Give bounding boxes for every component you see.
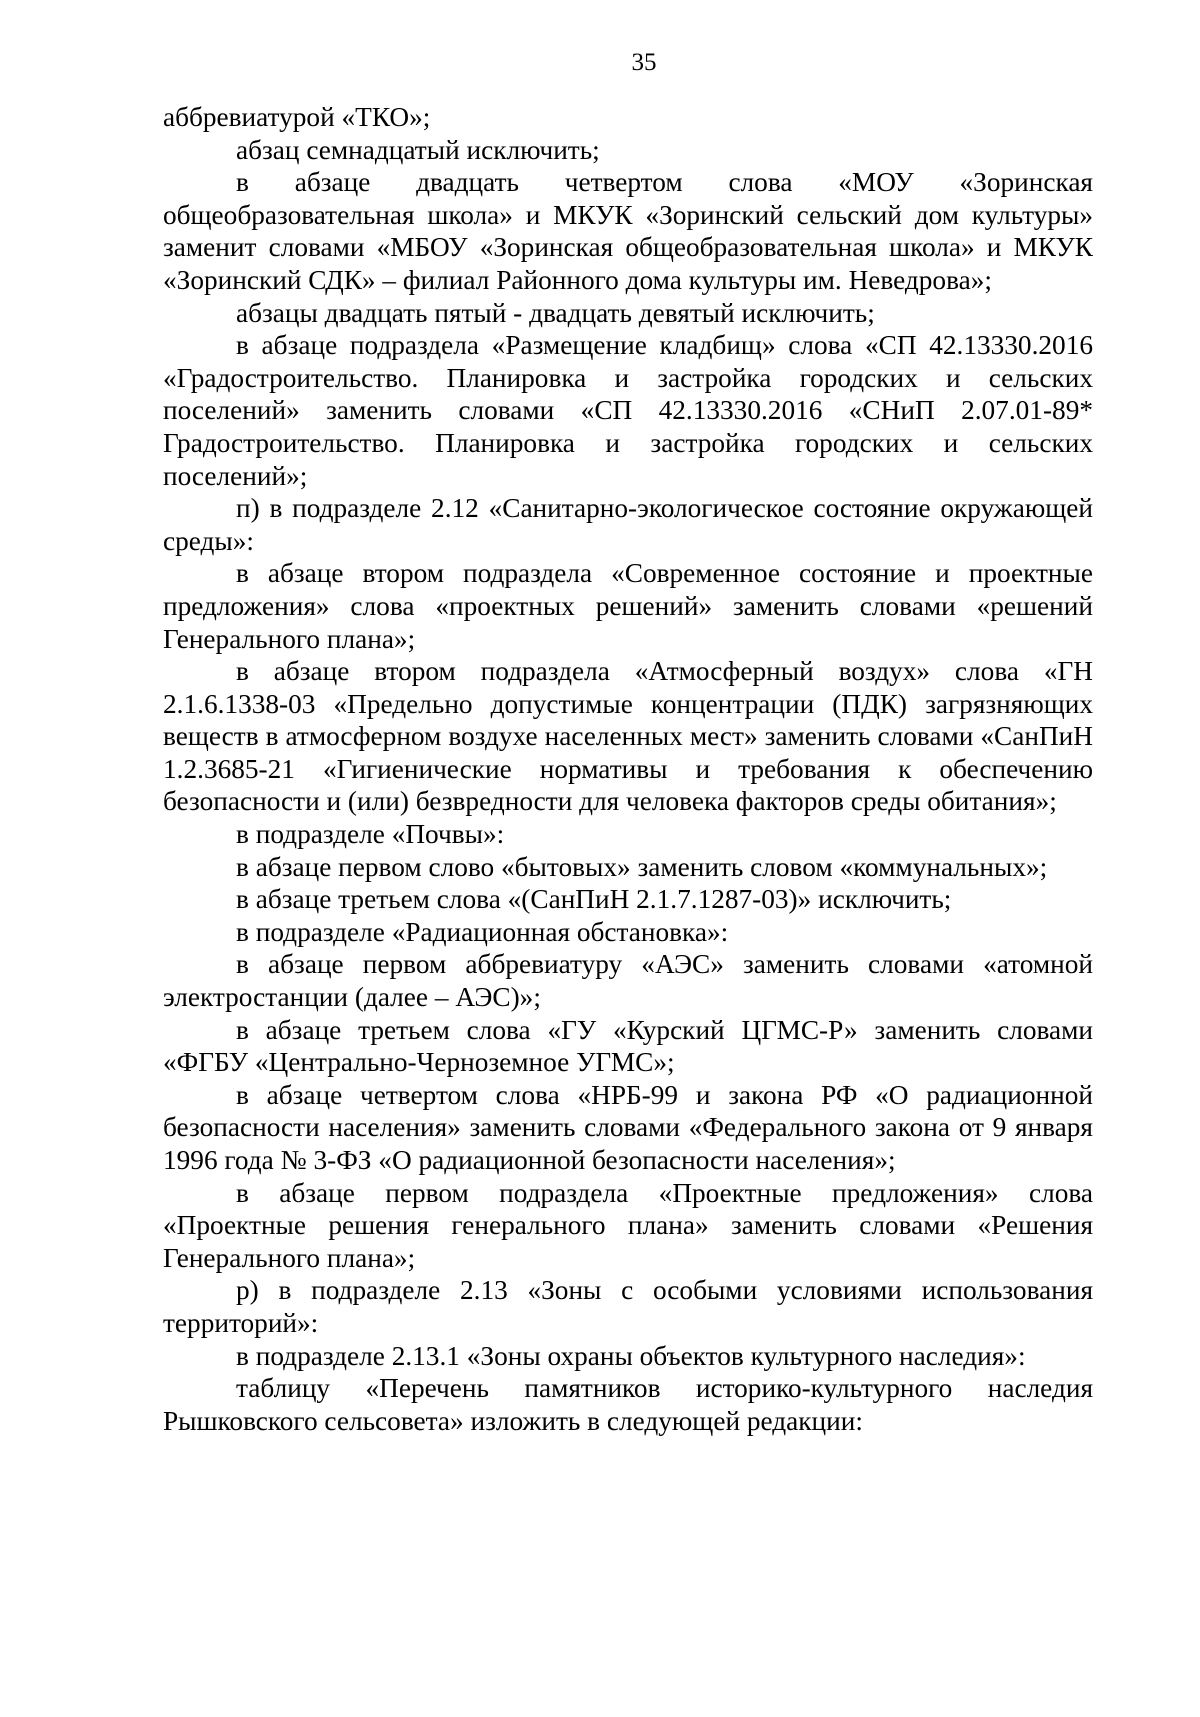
paragraph: в абзаце втором подраздела «Атмосферный воздух» слова «ГН 2.1.6.1338-03 «Предельно допустимые концентрации (ПДК) загрязняющих веществ в атмосферном воздухе населенных мест» заменить словами «СанПиН 1.2.3685-21 «Гигиенические нормативы и требования к обеспечению безопасности и (или) безвредности для человека факторов среды обитания»; — [163, 656, 1093, 817]
paragraph: в абзаце втором подраздела «Современное состояние и проектные предложения» слова «проектных решений» заменить словами «решений Генерального плана»; — [163, 558, 1093, 654]
document-body — [163, 101, 1093, 1437]
paragraph: абзац семнадцатый исключить; — [236, 134, 600, 165]
paragraph: в абзаце третьем слова «ГУ «Курский ЦГМС-Р» заменить словами «ФГБУ «Центрально-Черноземное УГМС»; — [163, 1014, 1093, 1078]
paragraph: в подразделе «Почвы»: — [236, 819, 505, 850]
paragraph: в абзаце третьем слова «(СанПиН 2.1.7.1287-03)» исключить; — [236, 884, 952, 915]
paragraph: в абзаце подраздела «Размещение кладбищ» слова «СП 42.13330.2016 «Градостроительство. Планировка и застройка городских и сельских поселений» заменить словами «СП 42.13330.2016 «СНиП 2.07.01-89* Градостроительство. Планировка и застройка городских и сельских поселений»; — [163, 330, 1093, 491]
paragraph: в абзаце четвертом слова «НРБ-99 и закона РФ «О радиационной безопасности населения» заменить словами «Федерального закона от 9 января 1996 года № 3-ФЗ «О радиационной безопасности населения»; — [163, 1079, 1093, 1175]
paragraph: в абзаце первом слово «бытовых» заменить словом «коммунальных»; — [236, 851, 1048, 882]
paragraph: р) в подразделе 2.13 «Зоны с особыми условиями использования территорий»: — [163, 1275, 1093, 1338]
paragraph: абзацы двадцать пятый - двадцать девятый исключить; — [236, 297, 875, 328]
paragraph: в подразделе «Радиационная обстановка»: — [236, 916, 729, 947]
paragraph: в абзаце первом подраздела «Проектные предложения» слова «Проектные решения генерального плана» заменить словами «Решения Генерального плана»; — [163, 1177, 1093, 1273]
paragraph: в абзаце двадцать четвертом слова «МОУ «Зоринская общеобразовательная школа» и МКУК «Зоринский сельский дом культуры» заменит словами «МБОУ «Зоринская общеобразовательная школа» и МКУК «Зоринский СДК» – филиал Районного дома культуры им. Неведрова»; — [163, 167, 1093, 295]
paragraph: таблицу «Перечень памятников историко-культурного наследия Рышковского сельсовета» изложить в следующей редакции: — [163, 1373, 1093, 1436]
paragraph: п) в подразделе 2.12 «Санитарно-экологическое состояние окружающей среды»: — [163, 493, 1093, 556]
paragraph: в абзаце первом аббревиатуру «АЭС» заменить словами «атомной электростанции (далее – АЭС)»; — [163, 949, 1093, 1013]
page-number: 35 — [631, 49, 657, 76]
paragraph: аббревиатурой «ТКО»; — [163, 102, 431, 132]
paragraph: в подразделе 2.13.1 «Зоны охраны объектов культурного наследия»: — [236, 1340, 1026, 1371]
